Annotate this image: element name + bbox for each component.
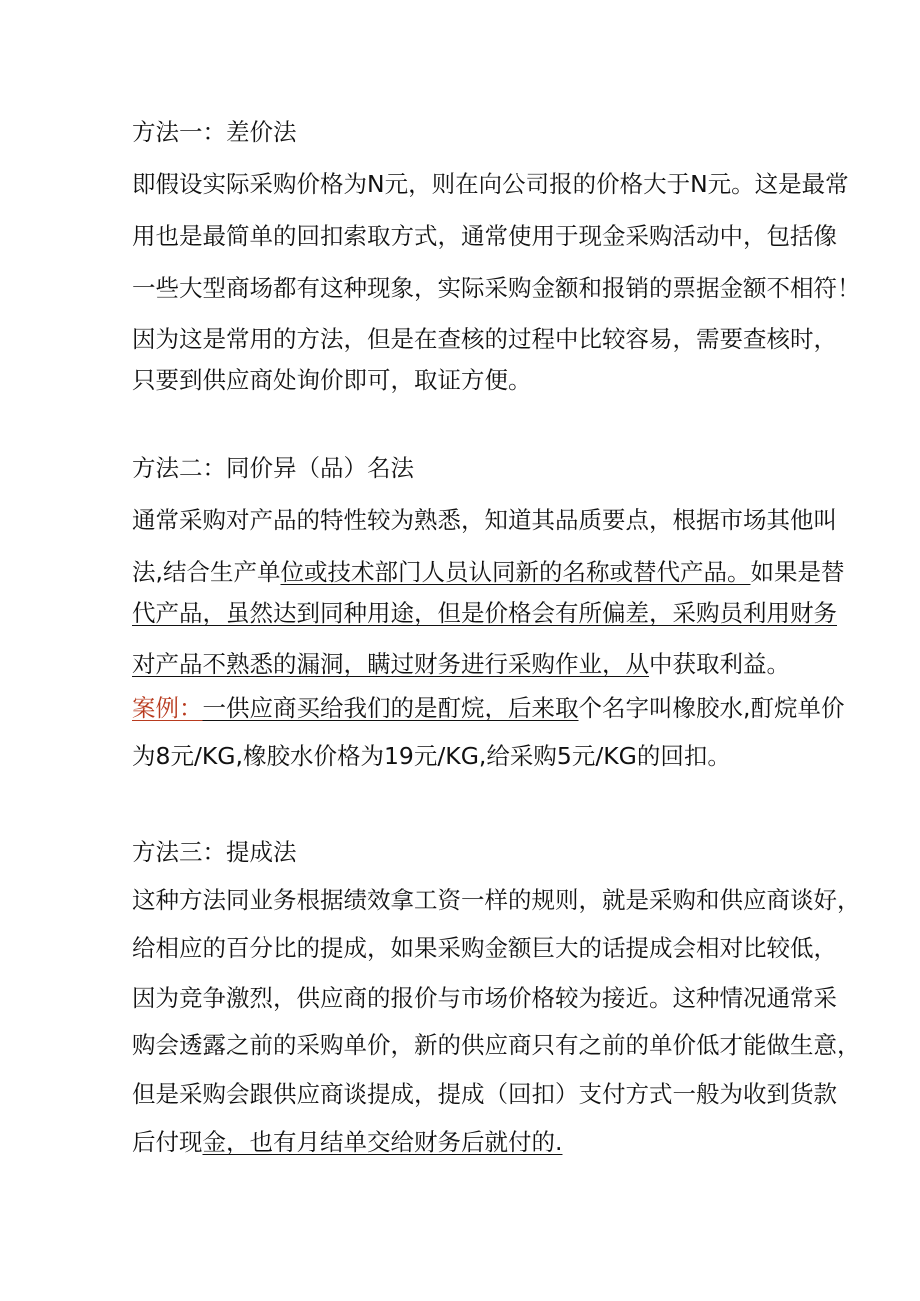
section2-line-1: 通常采购对产品的特性较为熟悉，知道其品质要点，根据市场其他叫: [132, 506, 837, 534]
section1-line-2: 用也是最简单的回扣索取方式，通常使用于现金采购活动中，包括像: [132, 222, 837, 250]
section2-line-2-tail: 如果是替: [750, 558, 845, 586]
section2-case-tail: 个名字叫橡胶水,酊烷单价: [578, 694, 845, 722]
section3-line-4: 购会透露之前的采购单价，新的供应商只有之前的单价低才能做生意，: [132, 1031, 861, 1059]
section1-line-3: 一些大型商场都有这种现象，实际采购金额和报销的票据金额不相符！: [132, 274, 861, 302]
section2-line-3: 代产品，虽然达到同种用途，但是价格会有所偏差，采购员利用财务: [132, 599, 837, 627]
section1-line-4: 因为这是常用的方法，但是在查核的过程中比较容易，需要查核时，: [132, 325, 837, 353]
section2-line-2: [132, 556, 844, 590]
section2-case-label: 案例：: [132, 694, 203, 722]
section2-line-4-tail: 中获取利益。: [649, 650, 790, 678]
section2-case-line-2: 为8元/KG,橡胶水价格为19元/KG,给采购5元/KG的回扣。: [132, 742, 731, 770]
section3-line-1: 这种方法同业务根据绩效拿工资一样的规则，就是采购和供应商谈好，: [132, 886, 861, 914]
section3-line-3: 因为竞争激烈，供应商的报价与市场价格较为接近。这种情况通常采: [132, 984, 837, 1012]
section1-line-5: 只要到供应商处询价即可，取证方便。: [132, 366, 532, 394]
section1-line-1: 即假设实际采购价格为N元，则在向公司报的价格大于N元。这是最常: [132, 170, 849, 198]
section3-line-2: 给相应的百分比的提成，如果采购金额巨大的话提成会相对比较低，: [132, 934, 837, 962]
section1-heading: 方法一：差价法: [132, 118, 297, 146]
section2-line-4-underlined: 对产品不熟悉的漏洞，瞒过财务进行采购作业，从: [132, 650, 649, 678]
section3-line-6-plain: 后付现: [132, 1128, 203, 1156]
section2-line-2-plain: 法,结合生产单: [132, 558, 281, 586]
section3-line-6-underlined: 金，也有月结单交给财务后就付的.: [202, 1128, 563, 1156]
section2-line-4: [132, 648, 790, 682]
section2-case-line-1: [132, 692, 844, 726]
section3-line-5: 但是采购会跟供应商谈提成，提成（回扣）支付方式一般为收到货款: [132, 1080, 837, 1108]
section2-line-2-underlined: 位或技术部门人员认同新的名称或替代产品。: [280, 558, 751, 586]
section2-case-underlined: 一供应商买给我们的是酊烷，后来取: [202, 694, 579, 722]
section3-line-6: [132, 1126, 562, 1160]
section2-heading: 方法二：同价异（品）名法: [132, 454, 414, 482]
section3-heading: 方法三：提成法: [132, 838, 297, 866]
